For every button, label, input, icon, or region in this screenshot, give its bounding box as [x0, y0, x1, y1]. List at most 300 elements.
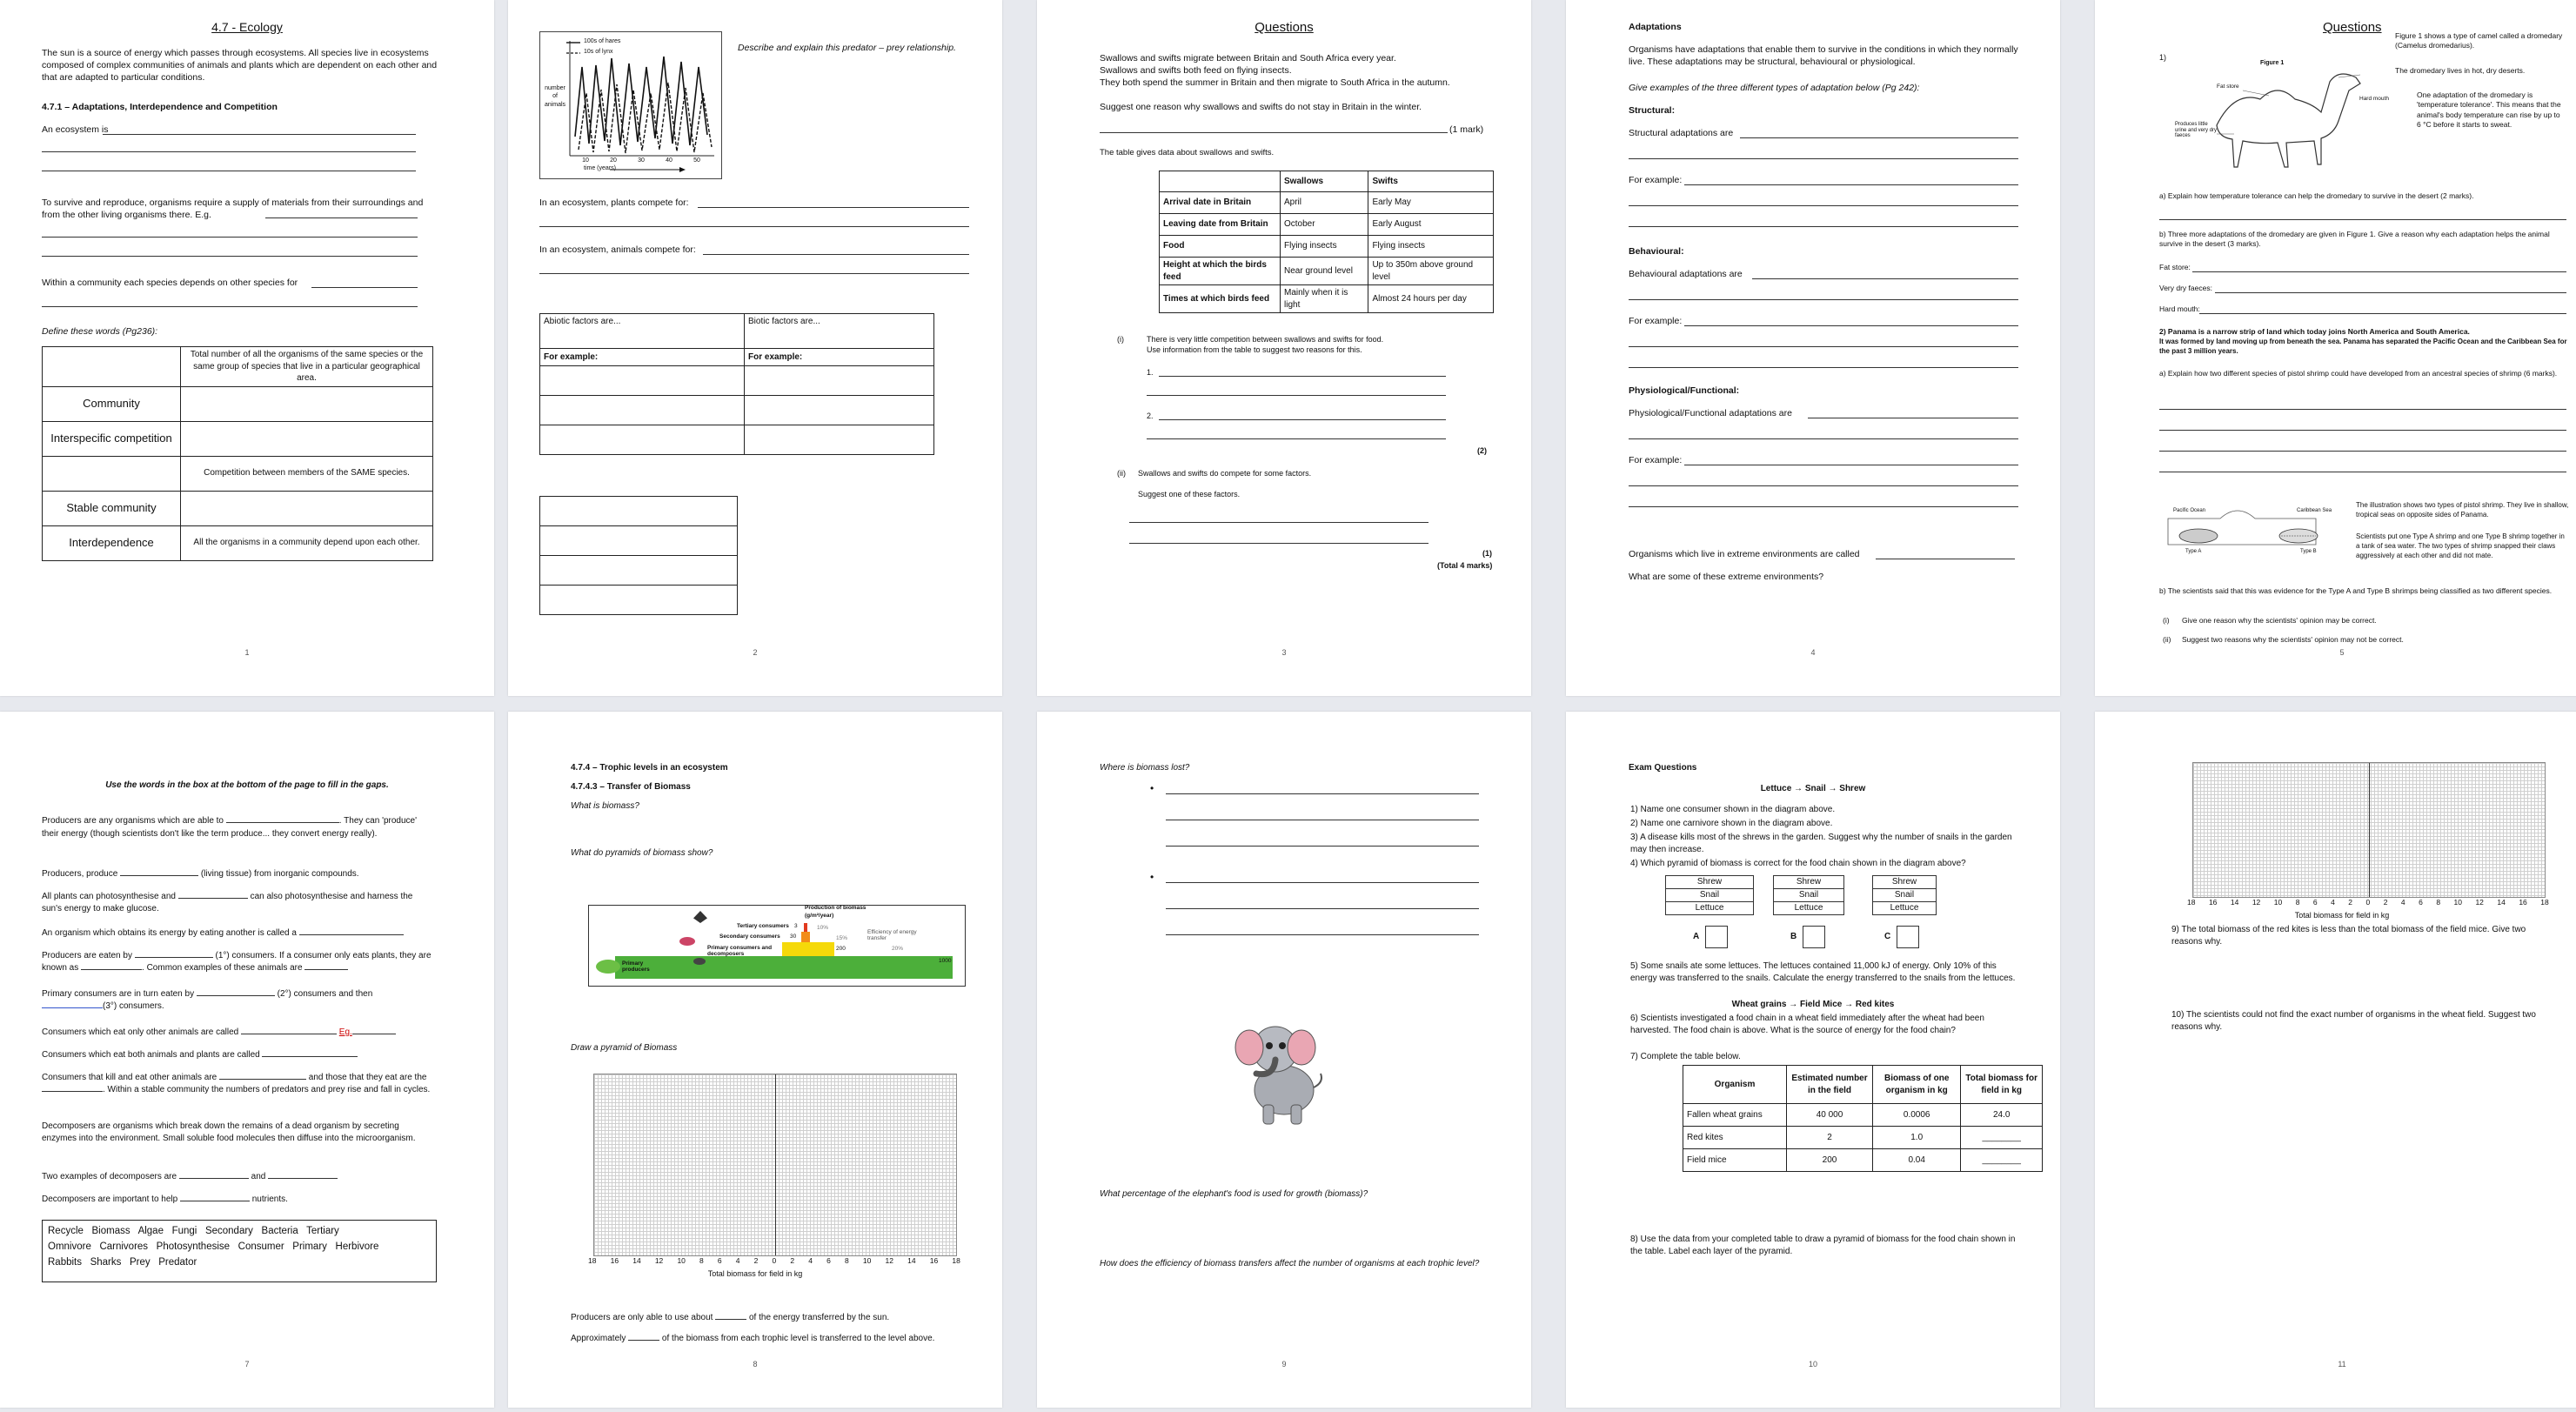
question-number: 1) — [2159, 53, 2167, 62]
example-label: For example: — [1629, 316, 1683, 326]
part-label: (i) — [1117, 335, 1124, 344]
tick: 12 — [2251, 898, 2261, 907]
x-axis-ticks — [2187, 898, 2549, 907]
tick: 18 — [2540, 898, 2549, 907]
page-4 — [1566, 0, 2060, 696]
food-chain-1: Lettuce → Snail → Shrew — [1760, 784, 1866, 793]
term-cell[interactable] — [43, 347, 181, 387]
answer-line[interactable] — [1629, 506, 2018, 507]
table-cell: Near ground level — [1281, 258, 1368, 285]
shrimp-text-2: Scientists put one Type A shrimp and one Type B shrimp together in a tank of sea water. The two types of shrimp snapped their claws aggressively at each other and did not mate. — [2356, 532, 2565, 559]
pyramid-b-lettuce: Lettuce — [1773, 901, 1844, 915]
answer-line[interactable] — [42, 237, 418, 238]
blank[interactable] — [178, 898, 248, 899]
abiotic-example-label: For example: — [540, 349, 745, 366]
efficiency-label: Efficiency of energy transfer — [867, 929, 917, 941]
question-ii-sub: Suggest one of these factors. — [1138, 490, 1241, 499]
answer-line[interactable] — [1129, 543, 1429, 544]
page-2 — [508, 0, 1002, 696]
question-biomass-lost: Where is biomass lost? — [1100, 763, 1190, 773]
elephant-illustration — [1230, 1007, 1335, 1138]
tick: 18 — [952, 1256, 960, 1265]
blank[interactable] — [219, 1079, 306, 1080]
biomass-diagram — [588, 905, 966, 987]
text: and — [251, 1172, 266, 1181]
tick: 14 — [907, 1256, 916, 1265]
pyramid-c-lettuce: Lettuce — [1872, 901, 1937, 915]
figure-label: Figure 1 — [2260, 60, 2285, 66]
text: Primary consumers are in turn eaten by — [42, 989, 195, 999]
diagram-title: Production of biomass (g/m²/year) — [805, 905, 866, 919]
type-a-label: Type A — [2185, 549, 2202, 554]
answer-line[interactable] — [1159, 376, 1446, 377]
page-1 — [0, 0, 494, 696]
example-label: For example: — [1629, 455, 1683, 465]
question-7: 7) Complete the table below. — [1630, 1052, 1741, 1061]
answer-line[interactable] — [1166, 846, 1479, 847]
legend-lynx: 10s of lynx — [584, 49, 613, 55]
answer-line[interactable] — [2199, 313, 2566, 314]
answer-cell[interactable] — [540, 497, 738, 526]
biotic-example-label: For example: — [745, 349, 934, 366]
tick: 2 — [790, 1256, 795, 1265]
word-bank — [42, 1220, 437, 1282]
tick: 10 — [677, 1256, 686, 1265]
table-cell: 1.0 — [1873, 1127, 1961, 1149]
gap-sentence-5 — [42, 950, 433, 974]
center-axis — [2369, 763, 2370, 897]
page-title: Exam Questions — [1629, 763, 1697, 773]
page-title: Adaptations — [1629, 22, 1682, 32]
gap-sentence-12 — [42, 1194, 433, 1206]
blank[interactable] — [135, 957, 213, 958]
tick: 8 — [699, 1256, 704, 1265]
question-2b-i: Give one reason why the scientists' opinion may be correct. — [2182, 616, 2377, 625]
decomposers-text: Decomposers are organisms which break down the remains of a dead organism by secreting enzymes into the environment. Small soluble food molecules then diffuse into the microorganism. — [42, 1121, 416, 1143]
pacific-label: Pacific Ocean — [2173, 508, 2206, 513]
type-b-label: Type B — [2300, 549, 2317, 554]
pyramid-a-snail: Snail — [1665, 888, 1754, 902]
mark: (1 mark) — [1449, 124, 1484, 135]
answer-cell[interactable] — [745, 425, 934, 455]
answer-cell[interactable] — [540, 425, 745, 455]
food-chain-2: Wheat grains → Field Mice → Red kites — [1731, 1000, 1895, 1009]
tick: 4 — [2400, 898, 2405, 907]
table-cell: Up to 350m above ground level — [1368, 258, 1494, 285]
page-9 — [1037, 712, 1531, 1408]
page-11 — [2095, 712, 2576, 1408]
option-b-box[interactable] — [1803, 926, 1825, 948]
table-cell: 0.0006 — [1873, 1104, 1961, 1127]
answer-line[interactable] — [2159, 430, 2566, 431]
behavioural-question: Behavioural adaptations are — [1629, 269, 1743, 279]
question-survive: To survive and reproduce, organisms require a supply of materials from their surroundings and from the other living organisms there. E.g. — [42, 197, 424, 221]
secondary-label: Secondary consumers — [719, 934, 780, 940]
producers-label: Primary producers — [622, 960, 650, 973]
question-8: 8) Use the data from your completed table to draw a pyramid of biomass for the food chain shown in the table. Label each layer of the pyramid. — [1630, 1235, 2016, 1256]
word: Omnivore — [48, 1241, 91, 1252]
bullet: • — [1150, 871, 1154, 883]
tick: 16 — [610, 1256, 619, 1265]
option-c-box[interactable] — [1897, 926, 1919, 948]
pyramid-c-snail: Snail — [1872, 888, 1937, 902]
answer-line[interactable] — [1629, 485, 2018, 486]
tick: 16 — [2519, 898, 2527, 907]
term-cell[interactable] — [43, 456, 181, 491]
question-ecosystem: An ecosystem is — [42, 124, 109, 135]
word: Herbivore — [335, 1241, 379, 1252]
answer-cell[interactable]: ________ — [1961, 1149, 2043, 1172]
graph-prompt: Describe and explain this predator – prey relationship. — [738, 43, 956, 53]
page-title: 4.7 - Ecology — [211, 20, 283, 34]
blank[interactable] — [179, 1178, 249, 1179]
page-number: 4 — [1810, 647, 1816, 657]
tick: 14 — [2497, 898, 2506, 907]
text: . They can 'produce' their energy (though scientists don't like the term produce... they convert energy really). — [42, 816, 418, 839]
tick: 4 — [2331, 898, 2335, 907]
page-number: 11 — [2338, 1359, 2346, 1369]
table-cell: Leaving date from Britain — [1160, 214, 1281, 236]
answer-line[interactable] — [2159, 219, 2566, 220]
answer-line[interactable] — [2159, 451, 2566, 452]
structural-heading: Structural: — [1629, 105, 1676, 116]
y-axis-label: number of animals — [544, 85, 566, 108]
tick: 18 — [588, 1256, 597, 1265]
tick: 10 — [2453, 898, 2462, 907]
text: (1°) consumers. If a consumer only eats plants, they are known as — [42, 951, 432, 973]
word: Rabbits — [48, 1256, 82, 1268]
animals-compete: In an ecosystem, animals compete for: — [539, 244, 696, 255]
tick: 6 — [2419, 898, 2423, 907]
shrimp-text-1: The illustration shows two types of pistol shrimp. They live in shallow, tropical seas on opposite sides of Panama. — [2356, 501, 2569, 519]
answer-line[interactable] — [1629, 205, 2018, 206]
answer-line[interactable] — [2159, 409, 2566, 410]
word: Recycle — [48, 1226, 84, 1236]
answer-line[interactable] — [2192, 271, 2566, 272]
word: Sharks — [90, 1256, 122, 1268]
answer-line[interactable] — [103, 134, 416, 135]
definition-cell: All the organisms in a community depend upon each other. — [181, 525, 433, 560]
blank[interactable] — [268, 1178, 338, 1179]
efficiency-20: 20% — [892, 946, 904, 952]
gap-sentence-6 — [42, 988, 433, 1012]
efficiency-15: 15% — [836, 935, 848, 941]
instruction: Use the words in the box at the bottom of the page to fill in the gaps. — [105, 780, 389, 790]
answer-cell[interactable] — [540, 556, 738, 586]
answer-line[interactable] — [1147, 438, 1446, 439]
text: can also photosynthesise and harness the sun's energy to make glucose. — [42, 892, 413, 913]
question-percentage: What percentage of the elephant's food is used for growth (biomass)? — [1100, 1189, 1368, 1199]
definition-cell[interactable] — [181, 386, 433, 421]
mark: (1) — [1482, 549, 1492, 558]
answer-line[interactable] — [1166, 934, 1479, 935]
table-cell: 2 — [1787, 1127, 1873, 1149]
blank[interactable] — [42, 1091, 103, 1092]
answer-cell[interactable] — [540, 586, 738, 615]
term-cell: Community — [43, 386, 181, 421]
question-4: 4) Which pyramid of biomass is correct for the food chain shown in the diagram above? — [1630, 859, 1966, 868]
text: Producers are eaten by — [42, 951, 132, 960]
birds-table — [1159, 171, 1494, 313]
text: Consumers which eat only other animals are called — [42, 1027, 239, 1037]
blank[interactable] — [120, 875, 198, 876]
tick: 8 — [2295, 898, 2300, 907]
tick: 12 — [2475, 898, 2484, 907]
part-label: (ii) — [2163, 635, 2171, 644]
tick: 6 — [717, 1256, 722, 1265]
answer-line[interactable] — [1629, 226, 2018, 227]
physio-heading: Physiological/Functional: — [1629, 385, 1740, 396]
answer-line[interactable] — [539, 226, 969, 227]
answer-line[interactable] — [1147, 395, 1446, 396]
answer-cell[interactable]: ________ — [1961, 1127, 2043, 1149]
predator-prey-graph — [539, 31, 722, 179]
part-label: (i) — [2163, 616, 2170, 625]
table-cell: Almost 24 hours per day — [1368, 285, 1494, 313]
question-efficiency: How does the efficiency of biomass transfers affect the number of organisms at each trophic level? — [1100, 1259, 1480, 1268]
question-biomass: What is biomass? — [571, 801, 639, 811]
table-header: Estimated number in the field — [1787, 1066, 1873, 1104]
blank[interactable] — [42, 1007, 103, 1008]
table-header: Total biomass for field in kg — [1961, 1066, 2043, 1104]
sentence-biomass — [571, 1333, 953, 1345]
graph-paper[interactable] — [593, 1074, 957, 1256]
table-cell: Early August — [1368, 214, 1494, 236]
question-3: 3) A disease kills most of the shrews in the garden. Suggest why the number of snails in the garden may then increase. — [1630, 833, 2012, 854]
tick: 0 — [772, 1256, 777, 1265]
question-10: 10) The scientists could not find the exact number of organisms in the wheat field. Suggest two reasons why. — [2171, 1010, 2536, 1032]
tick: 14 — [632, 1256, 641, 1265]
answer-line[interactable] — [1629, 158, 2018, 159]
answer-cell[interactable] — [745, 366, 934, 396]
insect-icon — [693, 958, 706, 965]
text: . Common examples of these animals are — [142, 962, 303, 973]
word: Carnivores — [99, 1241, 149, 1252]
tick: 18 — [2187, 898, 2196, 907]
option-a-box[interactable] — [1705, 926, 1728, 948]
blank[interactable] — [299, 934, 404, 935]
pyramid-a-lettuce: Lettuce — [1665, 901, 1754, 915]
option-a-label: A — [1693, 932, 1700, 941]
page-number: 2 — [753, 647, 758, 657]
answer-line[interactable] — [311, 287, 418, 288]
answer-line[interactable] — [698, 207, 969, 208]
camel-illustration — [2182, 64, 2382, 177]
extreme-question: Organisms which live in extreme environments are called — [1629, 549, 1860, 559]
text: (3°) consumers. — [103, 1000, 164, 1011]
blank[interactable] — [81, 969, 142, 970]
text: An organism which obtains its energy by eating another is called a — [42, 928, 297, 938]
axis-label: Total biomass for field in kg — [2294, 911, 2390, 920]
give-prompt: Give examples of the three different types of adaptation below (Pg 242): — [1629, 83, 1920, 93]
question-pyramids: What do pyramids of biomass show? — [571, 848, 713, 858]
gap-sentence-1 — [42, 814, 433, 840]
table-cell: 24.0 — [1961, 1104, 2043, 1127]
text: Approximately — [571, 1334, 626, 1343]
question-9: 9) The total biomass of the red kites is less than the total biomass of the field mice. Give two reasons why. — [2171, 925, 2526, 947]
graph-paper[interactable] — [2192, 762, 2546, 898]
pyramid-c-shrew: Shrew — [1872, 875, 1937, 889]
tolerance-text: One adaptation of the dromedary is 'temperature tolerance'. This means that the animal's body temperature can rise by up to 6 °C before it starts to sweat. — [2417, 90, 2561, 130]
x-axis-label: time (years) — [584, 165, 616, 171]
page-number: 9 — [1281, 1359, 1287, 1369]
page-number: 7 — [244, 1359, 250, 1369]
answer-line[interactable] — [1684, 184, 2018, 185]
extreme-question-2: What are some of these extreme environments? — [1629, 572, 1824, 582]
text: (2°) consumers and then — [277, 989, 373, 999]
question-2-context: It was formed by land moving up from beneath the sea. Panama has separated the Pacific Ocean and the Caribbean Sea for the past 3 million years. — [2159, 338, 2567, 355]
answer-cell[interactable] — [540, 396, 745, 425]
answer-line[interactable] — [1166, 908, 1479, 909]
definition-cell[interactable]: Total number of all the organisms of the same species or the same group of species that live in a particular geographical area. — [181, 347, 433, 387]
table-cell: Arrival date in Britain — [1160, 192, 1281, 214]
tick: 4 — [808, 1256, 813, 1265]
question-5: 5) Some snails ate some lettuces. The lettuces contained 11,000 kJ of energy. Only 10% of this energy was transferred to the snails. Calculate the energy transferred to the snails from the lettuces. — [1630, 961, 2016, 983]
text: and those that they eat are the — [308, 1073, 427, 1082]
answer-line[interactable] — [1129, 522, 1429, 523]
axis-label: Total biomass for field in kg — [707, 1269, 803, 1278]
x-tick: 20 — [610, 157, 617, 164]
page-5 — [2095, 0, 2576, 696]
answer-line[interactable] — [2215, 292, 2566, 293]
answer-number: 2. — [1147, 412, 1154, 420]
question-b: b) Three more adaptations of the dromedary are given in Figure 1. Give a reason why each adaptation helps the animal survive in the desert (3 marks). — [2159, 230, 2550, 249]
tick: 12 — [885, 1256, 893, 1265]
text: Producers are only able to use about — [571, 1313, 713, 1322]
answer-line[interactable] — [1684, 325, 2018, 326]
answer-cell[interactable] — [745, 396, 934, 425]
tick: 2 — [753, 1256, 759, 1265]
center-axis — [775, 1074, 776, 1255]
text: nutrients. — [251, 1195, 288, 1204]
answer-line[interactable] — [1752, 278, 2018, 279]
answer-line[interactable] — [1629, 367, 2018, 368]
table-cell: Field mice — [1683, 1149, 1787, 1172]
heading-2: 4.7.4.3 – Transfer of Biomass — [571, 782, 691, 792]
abiotic-extra-table — [539, 496, 738, 615]
value-producers: 1000 — [939, 958, 952, 964]
text: . Within a stable community the numbers of predators and prey rise and fall in cycles. — [103, 1084, 431, 1094]
x-tick: 40 — [666, 157, 672, 164]
tick: 6 — [826, 1256, 831, 1265]
faeces-label: Produces little urine and very dry faeces — [2175, 122, 2218, 139]
tick: 2 — [2383, 898, 2388, 907]
word: Primary — [292, 1241, 327, 1252]
table-cell: October — [1281, 214, 1368, 236]
bird-icon — [693, 911, 707, 923]
small-bird-icon — [679, 937, 695, 946]
table-cell: Mainly when it is light — [1281, 285, 1368, 313]
gap-sentence-11 — [42, 1171, 433, 1183]
table-cell: Flying insects — [1368, 236, 1494, 258]
word: Consumer — [238, 1241, 284, 1252]
answer-line[interactable] — [42, 306, 418, 307]
plant-icon — [596, 960, 620, 974]
blank[interactable] — [628, 1340, 659, 1341]
answer-line[interactable] — [265, 217, 418, 218]
definition-cell: Competition between members of the SAME species. — [181, 456, 433, 491]
term-cell: Interspecific competition — [43, 421, 181, 456]
answer-line[interactable] — [703, 254, 969, 255]
page-number: 1 — [244, 647, 250, 657]
definition-cell[interactable] — [181, 491, 433, 525]
x-tick: 10 — [582, 157, 589, 164]
word: Bacteria — [261, 1226, 298, 1236]
word: Predator — [158, 1256, 197, 1268]
tick: 0 — [2365, 898, 2371, 907]
table-header — [1160, 171, 1281, 192]
blank[interactable] — [715, 1319, 746, 1320]
answer-line[interactable] — [42, 151, 416, 152]
factors-table — [539, 313, 934, 455]
x-tick: 50 — [693, 157, 700, 164]
page-title: Questions — [1255, 20, 1314, 35]
text: of the energy transferred by the sun. — [749, 1313, 890, 1322]
value-primary: 200 — [836, 946, 846, 952]
pyramid-b-shrew: Shrew — [1773, 875, 1844, 889]
table-cell: April — [1281, 192, 1368, 214]
intro-text: The sun is a source of energy which passes through ecosystems. All species live in ecosystems composed of complex communities of animals and plants which are dependent on each other and that are adapted to particular conditions. — [42, 48, 438, 84]
gap-sentence-4 — [42, 927, 433, 940]
mark: (2) — [1477, 446, 1487, 455]
tick: 10 — [2273, 898, 2283, 907]
define-prompt: Define these words (Pg236): — [42, 326, 158, 337]
tick: 2 — [2348, 898, 2353, 907]
intro-line: They both spend the summer in Britain and then migrate to South Africa in the autumn. — [1100, 77, 1450, 88]
answer-line[interactable] — [539, 273, 969, 274]
blank[interactable] — [262, 1056, 358, 1057]
tertiary-label: Tertiary consumers — [737, 923, 789, 929]
figure-text: Figure 1 shows a type of camel called a dromedary (Camelus dromedarius). — [2395, 31, 2563, 50]
intro-line: Swallows and swifts migrate between Britain and South Africa every year. — [1100, 53, 1396, 64]
pyramid-b-snail: Snail — [1773, 888, 1844, 902]
heading-1: 4.7.4 – Trophic levels in an ecosystem — [571, 763, 728, 773]
answer-line[interactable] — [1740, 137, 2018, 138]
blank[interactable] — [197, 995, 275, 996]
section-heading: 4.7.1 – Adaptations, Interdependence and Competition — [42, 102, 278, 112]
part-label: (ii) — [1117, 469, 1126, 478]
answer-line[interactable] — [1100, 132, 1448, 133]
table-cell: Early May — [1368, 192, 1494, 214]
answer-line[interactable] — [1166, 882, 1479, 883]
answer-line[interactable] — [1629, 438, 2018, 439]
value-tertiary: 3 — [794, 923, 798, 929]
answer-line[interactable] — [1159, 419, 1446, 420]
table-intro: The table gives data about swallows and swifts. — [1100, 148, 1275, 157]
tick: 12 — [654, 1256, 664, 1265]
table-header: Organism — [1683, 1066, 1787, 1104]
tick: 8 — [2436, 898, 2441, 907]
blank[interactable] — [304, 969, 348, 970]
definition-cell[interactable] — [181, 421, 433, 456]
answer-line[interactable] — [1629, 346, 2018, 347]
question-2: 2) Name one carnivore shown in the diagram above. — [1630, 819, 1833, 828]
question-i: There is very little competition between swallows and swifts for food. — [1147, 335, 1384, 344]
tick: 16 — [2208, 898, 2218, 907]
behavioural-heading: Behavioural: — [1629, 246, 1684, 257]
table-cell: Height at which the birds feed — [1160, 258, 1281, 285]
answer-line[interactable] — [1166, 793, 1479, 794]
tick: 10 — [862, 1256, 872, 1265]
answer-line[interactable] — [42, 256, 418, 257]
blank[interactable] — [226, 822, 339, 823]
answer-line[interactable] — [1629, 299, 2018, 300]
gap-sentence-7 — [42, 1027, 433, 1039]
term-cell: Interdependence — [43, 525, 181, 560]
answer-cell[interactable] — [540, 366, 745, 396]
eg-label: Eg. — [338, 1027, 352, 1037]
answer-cell[interactable] — [540, 526, 738, 556]
